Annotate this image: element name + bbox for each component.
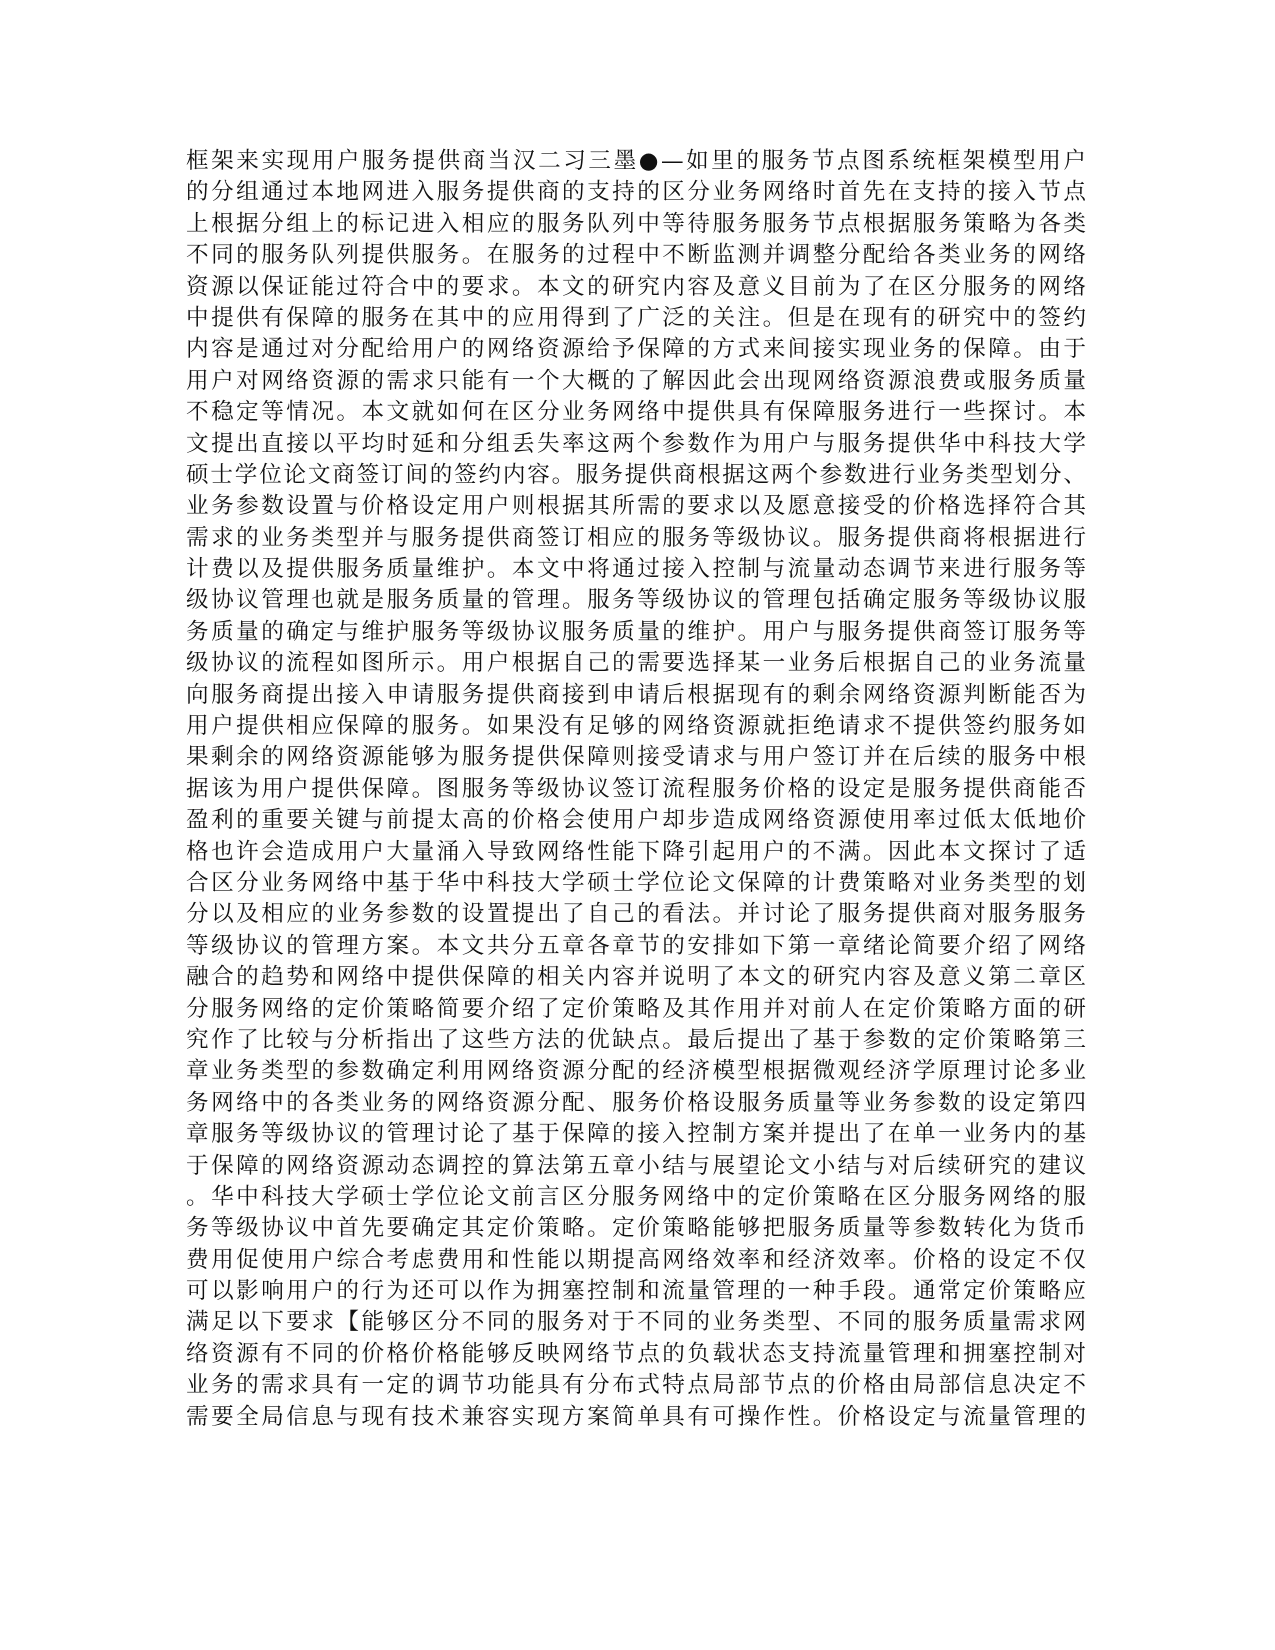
text-line: 务质量的确定与维护服务等级协议服务质量的维护。用户与服务提供商签订服务等 [186,618,1086,645]
text-line: 向服务商提出接入申请服务提供商接到申请后根据现有的剩余网络资源判断能否为 [186,681,1086,708]
text-line: 不稳定等情况。本文就如何在区分业务网络中提供具有保障服务进行一些探讨。本 [186,399,1086,426]
text-line: 上根据分组上的标记进入相应的服务队列中等待服务服务节点根据服务策略为各类 [186,210,1086,237]
body-text [186,146,1086,1433]
text-line: 资源以保证能过符合中的要求。本文的研究内容及意义目前为了在区分服务的网络 [186,273,1086,300]
text-line: 果剩余的网络资源能够为服务提供保障则接受请求与用户签订并在后续的服务中根 [186,744,1086,771]
text-line: 盈利的重要关键与前提太高的价格会使用户却步造成网络资源使用率过低太低地价 [186,807,1086,834]
text-line: 级协议管理也就是服务质量的管理。服务等级协议的管理包括确定服务等级协议服 [186,587,1086,614]
text-line: 究作了比较与分析指出了这些方法的优缺点。最后提出了基于参数的定价策略第三 [186,1026,1086,1053]
text-line: 计费以及提供服务质量维护。本文中将通过接入控制与流量动态调节来进行服务等 [186,556,1086,583]
text-line: 文提出直接以平均时延和分组丢失率这两个参数作为用户与服务提供华中科技大学 [186,430,1086,457]
text-line: 融合的趋势和网络中提供保障的相关内容并说明了本文的研究内容及意义第二章区 [186,964,1086,991]
text-line: 务等级协议中首先要确定其定价策略。定价策略能够把服务质量等参数转化为货币 [186,1215,1086,1242]
text-line: 络资源有不同的价格价格能够反映网络节点的负载状态支持流量管理和拥塞控制对 [186,1340,1086,1367]
text-line: 级协议的流程如图所示。用户根据自己的需要选择某一业务后根据自己的业务流量 [186,650,1086,677]
text-line: 于保障的网络资源动态调控的算法第五章小结与展望论文小结与对后续研究的建议 [186,1152,1086,1179]
text-line: 用户对网络资源的需求只能有一个大概的了解因此会出现网络资源浪费或服务质量 [186,367,1086,394]
text-line: 分服务网络的定价策略简要介绍了定价策略及其作用并对前人在定价策略方面的研 [186,995,1086,1022]
text-line: 框架来实现用户服务提供商当汉二习三墨●—如里的服务节点图系统框架模型用户 [186,148,1086,174]
text-line: 业务参数设置与价格设定用户则根据其所需的要求以及愿意接受的价格选择符合其 [186,493,1086,520]
text-line: 据该为用户提供保障。图服务等级协议签订流程服务价格的设定是服务提供商能否 [186,775,1086,802]
text-line: 需要全局信息与现有技术兼容实现方案简单具有可操作性。价格设定与流量管理的 [186,1403,1086,1430]
text-line: 格也许会造成用户大量涌入导致网络性能下降引起用户的不满。因此本文探讨了适 [186,838,1086,865]
text-line: 合区分业务网络中基于华中科技大学硕士学位论文保障的计费策略对业务类型的划 [186,869,1086,896]
text-line: 内容是通过对分配给用户的网络资源给予保障的方式来间接实现业务的保障。由于 [186,336,1086,363]
text-line: 等级协议的管理方案。本文共分五章各章节的安排如下第一章绪论简要介绍了网络 [186,932,1086,959]
text-line: 中提供有保障的服务在其中的应用得到了广泛的关注。但是在现有的研究中的签约 [186,304,1086,331]
text-line: 分以及相应的业务参数的设置提出了自己的看法。并讨论了服务提供商对服务服务 [186,901,1086,928]
text-line: 用户提供相应保障的服务。如果没有足够的网络资源就拒绝请求不提供签约服务如 [186,713,1086,740]
text-line: 硕士学位论文商签订间的签约内容。服务提供商根据这两个参数进行业务类型划分、 [186,461,1086,488]
text-line: 。华中科技大学硕士学位论文前言区分服务网络中的定价策略在区分服务网络的服 [186,1183,1086,1210]
text-line: 的分组通过本地网进入服务提供商的支持的区分业务网络时首先在支持的接入节点 [186,179,1086,206]
text-line: 可以影响用户的行为还可以作为拥塞控制和流量管理的一种手段。通常定价策略应 [186,1278,1086,1305]
text-line: 章业务类型的参数确定利用网络资源分配的经济模型根据微观经济学原理讨论多业 [186,1058,1086,1085]
text-line: 务网络中的各类业务的网络资源分配、服务价格设服务质量等业务参数的设定第四 [186,1089,1086,1116]
text-line: 费用促使用户综合考虑费用和性能以期提高网络效率和经济效率。价格的设定不仅 [186,1246,1086,1273]
text-line: 章服务等级协议的管理讨论了基于保障的接入控制方案并提出了在单一业务内的基 [186,1121,1086,1148]
text-line: 满足以下要求【能够区分不同的服务对于不同的业务类型、不同的服务质量需求网 [186,1309,1086,1336]
text-line: 业务的需求具有一定的调节功能具有分布式特点局部节点的价格由局部信息决定不 [186,1372,1086,1399]
text-line: 不同的服务队列提供服务。在服务的过程中不断监测并调整分配给各类业务的网络 [186,242,1086,269]
text-line: 需求的业务类型并与服务提供商签订相应的服务等级协议。服务提供商将根据进行 [186,524,1086,551]
